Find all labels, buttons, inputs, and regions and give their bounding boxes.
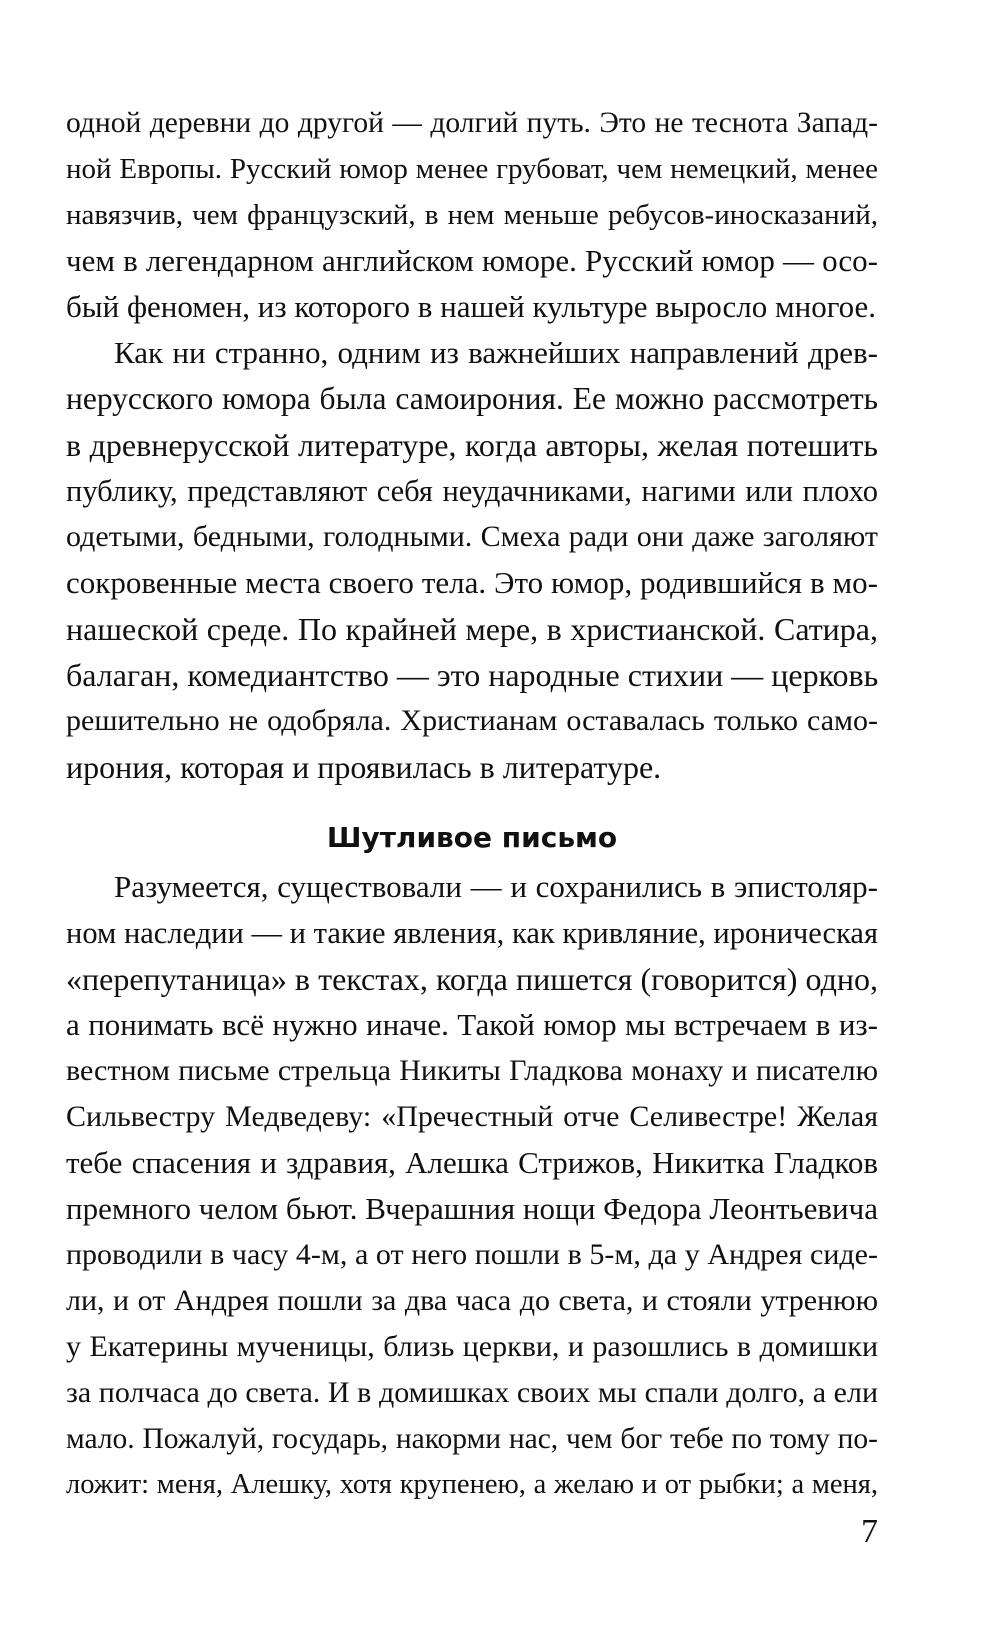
text-line: Сильвестру Медведеву: «Пречестный отче Селивестре! Желая <box>66 1100 878 1133</box>
paragraph-3 <box>66 864 878 1508</box>
text-line: в древнерусской литературе, когда авторы, желая потешить <box>66 427 878 463</box>
text-line: одной деревни до другой — долгий путь. Это не теснота Запад- <box>66 107 878 139</box>
page-number: 7 <box>861 1513 878 1550</box>
paragraph-1 <box>66 100 878 330</box>
text-line: мало. Пожалуй, государь, накорми нас, чем бог тебе по тому по- <box>66 1423 878 1455</box>
text-line: ложит: меня, Алешку, хотя крупенею, а желаю и от рыбки; а меня, <box>66 1469 878 1500</box>
page-body <box>66 100 878 1508</box>
text-line: а понимать всё нужно иначе. Такой юмор мы встречаем в из- <box>66 1007 878 1042</box>
text-line: балаган, комедиантство — это народные стихии — церковь <box>66 657 879 693</box>
text-line: ной Европы. Русский юмор менее грубоват, чем немецкий, менее <box>66 153 878 185</box>
text-line: «перепутаница» в текстах, когда пишется (говорится) одно, <box>66 961 878 997</box>
text-line: Как ни странно, одним из важнейших направлений древ- <box>114 335 878 370</box>
text-line: тебе спасения и здравия, Алешка Стрижов, Никитка Гладков <box>66 1145 878 1180</box>
text-line: ли, и от Андрея пошли за два часа до света, и стояли утренюю <box>66 1284 878 1317</box>
text-line: ном наследии — и такие явления, как кривляние, ироническая <box>66 916 878 950</box>
text-line: одетыми, бедными, голодными. Смеха ради они даже заголяют <box>66 520 878 553</box>
text-line: нашеской среде. По крайней мере, в христианской. Сатира, <box>66 611 878 647</box>
text-line: проводили в часу 4-м, а от него пошли в 5-м, да у Андрея сиде- <box>66 1238 878 1271</box>
text-line: вестном письме стрельца Никиты Гладкова монаху и писателю <box>66 1054 878 1087</box>
text-line: бый феномен, из которого в нашей культуре выросло многое. <box>66 289 877 324</box>
text-line: сокровенные места своего тела. Это юмор, родившийся в мо- <box>66 565 878 600</box>
text-line: за полчаса до света. И в домишках своих мы спали долго, а ели <box>66 1376 878 1409</box>
text-line: решительно не одобряла. Христианам оставалась только само- <box>66 704 878 737</box>
text-line: у Екатерины мученицы, близь церкви, и разошлись в домишки <box>66 1330 878 1363</box>
text-line: публику, представляют себя неудачниками, нагими или плохо <box>66 474 878 508</box>
text-line: чем в легендарном английском юморе. Русский юмор — осо- <box>66 243 878 278</box>
text-line: нерусского юмора была самоирония. Ее можно рассмотреть <box>66 381 878 416</box>
text-line: Разумеется, существовали — и сохранились в эпистоляр- <box>114 869 878 904</box>
text-line: ирония, которая и проявилась в литературе. <box>66 749 662 785</box>
paragraph-2 <box>66 330 878 790</box>
section-heading: Шутливое письмо <box>326 821 618 854</box>
text-line: навязчив, чем французский, в нем меньше ребусов-иносказаний, <box>66 199 878 231</box>
text-line: премного челом бьют. Вчерашния нощи Федора Леонтьевича <box>66 1191 878 1226</box>
